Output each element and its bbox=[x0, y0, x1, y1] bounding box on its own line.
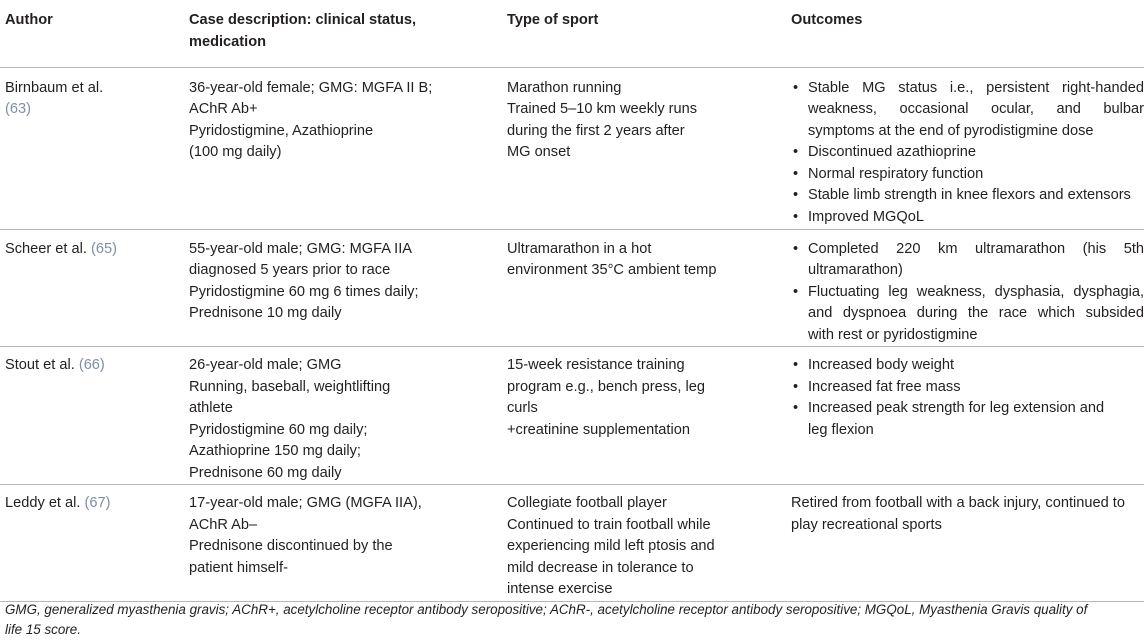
outcome-item bbox=[791, 239, 1144, 282]
outcomes-cell bbox=[791, 67, 1144, 229]
outcome-line: leg flexion bbox=[808, 421, 874, 438]
sport-cell bbox=[507, 485, 791, 602]
case-line: Running, baseball, weightlifting bbox=[189, 378, 391, 395]
sport-line: during the first 2 years after bbox=[507, 122, 685, 139]
case-cell bbox=[189, 347, 507, 485]
outcome-line: Retired from football with a back injury, continued to bbox=[791, 495, 1125, 511]
sport-line: +creatinine supplementation bbox=[507, 421, 690, 438]
case-line: 26-year-old male; GMG bbox=[189, 357, 342, 373]
table-header-row bbox=[0, 0, 1144, 67]
sport-cell bbox=[507, 67, 791, 229]
table-row bbox=[0, 485, 1144, 602]
outcome-item bbox=[791, 377, 1144, 399]
outcome-line: • Completed 220 km ultramarathon (his 5th bbox=[808, 240, 1144, 257]
case-line: (100 mg daily) bbox=[189, 144, 282, 160]
case-line: AChR Ab+ bbox=[189, 101, 258, 117]
header-case-line: Case description: clinical status, bbox=[189, 12, 417, 28]
outcome-line: • Discontinued azathioprine bbox=[808, 144, 976, 160]
outcomes-cell bbox=[791, 229, 1144, 347]
author-line bbox=[5, 355, 189, 377]
outcome-item bbox=[791, 207, 1144, 229]
case-line: diagnosed 5 years prior to race bbox=[189, 262, 391, 278]
sport-line: Continued to train football while bbox=[507, 516, 711, 533]
outcome-item bbox=[791, 164, 1144, 186]
outcome-line: and dyspnoea during the race which subsided bbox=[808, 305, 1144, 321]
case-line: Prednisone discontinued by the bbox=[189, 538, 393, 554]
case-line: Azathioprine 150 mg daily; bbox=[189, 443, 361, 459]
reference-link[interactable]: (67) bbox=[84, 495, 111, 511]
sport-line: Ultramarathon in a hot bbox=[507, 240, 652, 257]
footnote-line: GMG, generalized myasthenia gravis; AChR+, acetylcholine receptor antibody seropositive; AChR-, acetylcholine receptor antibody seropositive; MGQoL, Myasthenia Gravis quality of bbox=[5, 602, 1088, 617]
author-name: Scheer et al. bbox=[5, 240, 91, 257]
outcome-item bbox=[791, 282, 1144, 347]
outcomes-list bbox=[791, 239, 1144, 347]
case-cell bbox=[189, 67, 507, 229]
sport-line: environment 35°C ambient temp bbox=[507, 262, 717, 278]
sport-cell bbox=[507, 229, 791, 347]
author-cell bbox=[0, 67, 189, 229]
sport-line: 15-week resistance training bbox=[507, 357, 685, 373]
outcome-item bbox=[791, 398, 1144, 441]
sport-line: MG onset bbox=[507, 144, 571, 160]
table-row bbox=[0, 229, 1144, 347]
case-line: athlete bbox=[189, 400, 233, 416]
case-line: Pyridostigmine, Azathioprine bbox=[189, 122, 374, 139]
outcome-item bbox=[791, 142, 1144, 164]
outcome-line: symptoms at the end of pyrodistigmine dose bbox=[808, 122, 1094, 139]
outcome-line: with rest or pyridostigmine bbox=[808, 326, 978, 343]
outcomes-list bbox=[791, 78, 1144, 229]
footnote-line: life 15 score. bbox=[5, 622, 81, 637]
author-name: Leddy et al. bbox=[5, 495, 85, 511]
header-sport: Type of sport bbox=[507, 0, 791, 67]
outcome-line: • Increased body weight bbox=[808, 357, 955, 373]
reference-link[interactable]: (63) bbox=[5, 101, 31, 117]
author-line bbox=[5, 493, 189, 515]
case-line: Prednisone 10 mg daily bbox=[189, 305, 342, 321]
outcome-line: • Normal respiratory function bbox=[808, 165, 984, 182]
outcome-line: • Fluctuating leg weakness, dysphasia, dysphagia, bbox=[808, 283, 1144, 300]
author-cell bbox=[0, 485, 189, 602]
sport-line: mild decrease in tolerance to bbox=[507, 559, 694, 576]
author-name: Birnbaum et al. bbox=[5, 79, 104, 96]
header-case-description bbox=[189, 0, 507, 67]
sport-line: Marathon running bbox=[507, 79, 622, 96]
case-line: AChR Ab– bbox=[189, 516, 258, 533]
reference-link[interactable]: (65) bbox=[91, 240, 117, 257]
case-line: 36-year-old female; GMG: MGFA II B; bbox=[189, 79, 433, 96]
table-footnote bbox=[5, 600, 1141, 640]
sport-line: intense exercise bbox=[507, 581, 613, 597]
sport-line: Trained 5–10 km weekly runs bbox=[507, 101, 698, 117]
sport-line: experiencing mild left ptosis and bbox=[507, 538, 715, 554]
outcome-line: • Increased peak strength for leg extension and bbox=[808, 400, 1105, 416]
outcome-line: • Stable MG status i.e., persistent right-handed bbox=[808, 79, 1144, 96]
case-cell bbox=[189, 485, 507, 602]
sport-line: Collegiate football player bbox=[507, 495, 667, 511]
case-line: patient himself- bbox=[189, 559, 288, 576]
case-line: 55-year-old male; GMG: MGFA IIA bbox=[189, 240, 413, 257]
outcome-item bbox=[791, 185, 1144, 207]
case-line: Prednisone 60 mg daily bbox=[189, 464, 342, 481]
outcome-line: weakness, occasional ocular, and bulbar bbox=[808, 101, 1144, 117]
header-author: Author bbox=[0, 0, 189, 67]
case-line: Pyridostigmine 60 mg daily; bbox=[189, 421, 368, 438]
outcome-line: • Stable limb strength in knee flexors and extensors bbox=[808, 187, 1131, 203]
outcomes-cell bbox=[791, 485, 1144, 602]
table-row bbox=[0, 67, 1144, 229]
outcome-line: • Increased fat free mass bbox=[808, 378, 961, 395]
author-name: Stout et al. bbox=[5, 357, 79, 373]
author-line bbox=[5, 239, 189, 261]
sport-cell bbox=[507, 347, 791, 485]
reference-link[interactable]: (66) bbox=[78, 357, 105, 373]
author-cell bbox=[0, 347, 189, 485]
sport-line: program e.g., bench press, leg bbox=[507, 378, 705, 395]
outcome-item bbox=[791, 355, 1144, 377]
author-cell bbox=[0, 229, 189, 347]
table-row bbox=[0, 347, 1144, 485]
case-cell bbox=[189, 229, 507, 347]
outcomes-cell bbox=[791, 347, 1144, 485]
header-outcomes: Outcomes bbox=[791, 0, 1144, 67]
header-case-line: medication bbox=[189, 33, 267, 50]
outcomes-list bbox=[791, 355, 1144, 441]
sport-line: curls bbox=[507, 400, 538, 416]
outcome-item bbox=[791, 78, 1144, 143]
case-line: Pyridostigmine 60 mg 6 times daily; bbox=[189, 283, 419, 300]
case-line: 17-year-old male; GMG (MGFA IIA), bbox=[189, 495, 422, 511]
outcome-line: • Improved MGQoL bbox=[808, 208, 924, 225]
outcome-line: ultramarathon) bbox=[808, 262, 903, 278]
outcome-line: play recreational sports bbox=[791, 516, 942, 533]
